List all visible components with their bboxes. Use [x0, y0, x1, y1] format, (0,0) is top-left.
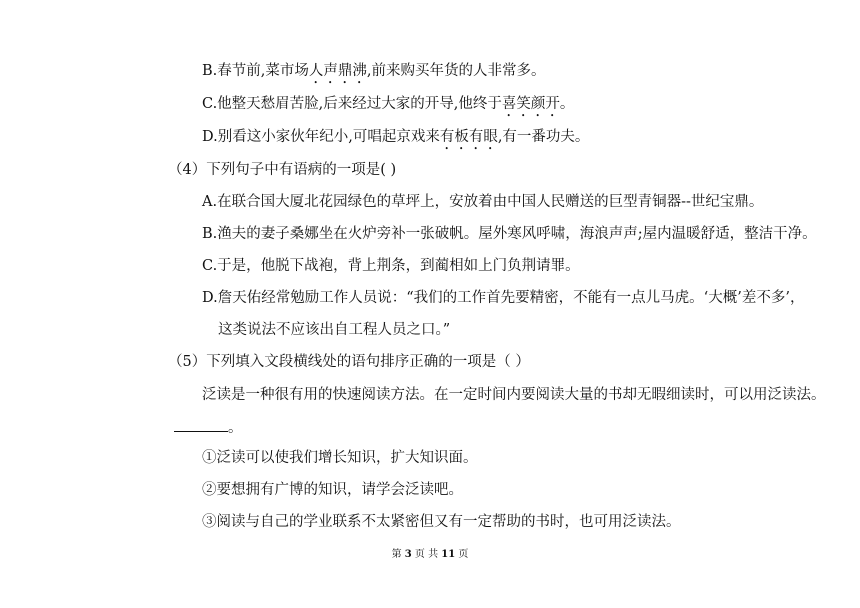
q5-item-3: ③阅读与自己的学业联系不太紧密但又有一定帮助的书时，也可用泛读法。	[202, 514, 681, 530]
q5-item-2: ②要想拥有广博的知识，请学会泛读吧。	[202, 482, 463, 498]
q4-option-d-line1: D.詹天佑经常勉励工作人员说：“我们的工作首先要精密，不能有一点儿马虎。‘大概’差不多’，	[202, 290, 805, 306]
q3-option-d-dotted-idiom: 有板有眼	[439, 129, 498, 145]
q3-option-b-dotted-idiom: 人声鼎沸	[308, 63, 367, 79]
q3-option-d	[202, 127, 589, 153]
q4-option-c: C.于是，他脱下战袍，背上荆条，到蔺相如上门负荆请罪。	[202, 258, 580, 274]
q5-passage: 泛读是一种很有用的快速阅读方法。在一定时间内要阅读大量的书却无暇细读时，可以用泛读法。	[202, 387, 826, 403]
q5-blank-tail: 。	[228, 420, 243, 436]
footer-page-number: 3	[404, 549, 412, 560]
q5-stem: （5）下列填入文段横线处的语句排序正确的一项是（ ）	[168, 354, 530, 370]
footer-mid: 页 共	[414, 549, 439, 560]
q4-option-a: A.在联合国大厦北花园绿色的草坪上，安放着由中国人民赠送的巨型青铜器--世纪宝鼎。	[202, 194, 764, 210]
footer-suffix: 页	[458, 549, 469, 560]
page-footer	[0, 545, 860, 560]
q3-option-c-text-after: 。	[559, 96, 575, 112]
q3-option-c-text-before: C.他整天愁眉苦脸,后来经过大家的开导,他终于	[202, 96, 502, 112]
q3-option-c-dotted-idiom: 喜笑颜开	[501, 96, 560, 112]
q3-option-c	[202, 94, 574, 120]
q5-blank-line	[174, 417, 243, 438]
footer-prefix: 第	[391, 549, 402, 560]
q3-option-b-text-before: B.春节前,菜市场	[202, 63, 309, 79]
q3-option-b	[202, 61, 545, 87]
q3-option-d-text-after: ,有一番功夫。	[497, 129, 590, 145]
q4-stem: （4）下列句子中有语病的一项是( )	[168, 162, 397, 178]
q3-option-d-text-before: D.别看这小家伙年纪小,可唱起京戏来	[202, 129, 440, 145]
footer-total-pages: 11	[441, 549, 456, 560]
q5-item-1: ①泛读可以使我们增长知识，扩大知识面。	[202, 450, 478, 466]
fill-in-blank	[174, 417, 228, 432]
q4-option-b: B.渔夫的妻子桑娜坐在火炉旁补一张破帆。屋外寒风呼啸，海浪声声;屋内温暖舒适，整洁干净。	[202, 226, 817, 242]
q4-option-d-line2: 这类说法不应该出自工程人员之口。”	[218, 322, 451, 338]
q3-option-b-text-after: ,前来购买年货的人非常多。	[366, 63, 546, 79]
